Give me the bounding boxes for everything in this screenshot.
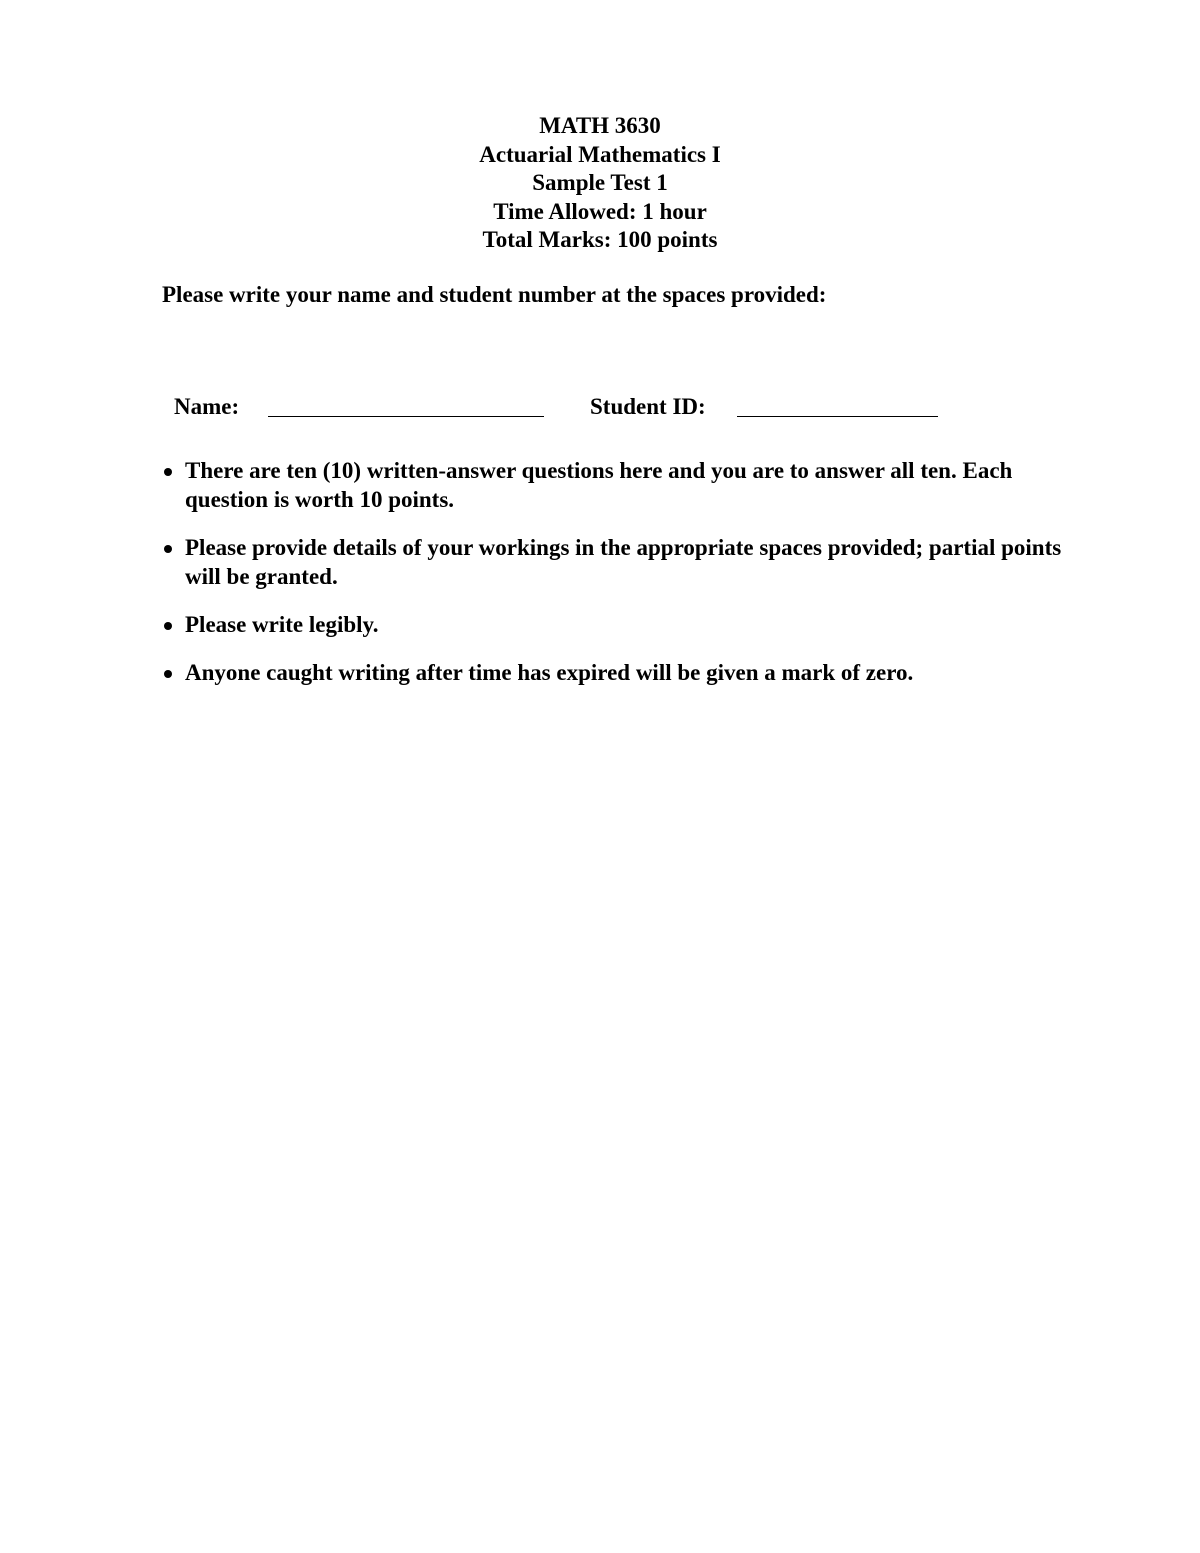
instruction-text: Please provide details of your workings in the appropriate spaces provided; partial points will be granted. bbox=[185, 535, 1062, 589]
bullet-icon bbox=[164, 622, 172, 630]
instruction-text: Anyone caught writing after time has expired will be given a mark of zero. bbox=[185, 660, 914, 685]
bullet-icon bbox=[164, 670, 172, 678]
total-marks: Total Marks: 100 points bbox=[482, 227, 718, 253]
name-blank-line[interactable] bbox=[268, 416, 544, 417]
identification-prompt: Please write your name and student number at the spaces provided: bbox=[162, 282, 827, 307]
bullet-icon bbox=[164, 545, 172, 553]
name-label: Name: bbox=[174, 394, 240, 419]
identification-fields bbox=[0, 392, 1200, 424]
bullet-icon bbox=[164, 468, 172, 476]
instructions-list bbox=[162, 456, 1082, 706]
instruction-item bbox=[162, 610, 1082, 639]
course-code: MATH 3630 bbox=[539, 113, 661, 138]
student-id-blank-line[interactable] bbox=[737, 416, 938, 417]
instruction-text: Please write legibly. bbox=[185, 612, 379, 637]
instruction-item bbox=[162, 456, 1082, 514]
instruction-item bbox=[162, 533, 1082, 591]
exam-header bbox=[0, 112, 1200, 255]
instruction-item bbox=[162, 658, 1082, 687]
test-name: Sample Test 1 bbox=[532, 170, 668, 196]
course-title: Actuarial Mathematics I bbox=[479, 141, 721, 167]
time-allowed: Time Allowed: 1 hour bbox=[493, 198, 707, 224]
student-id-label: Student ID: bbox=[590, 394, 706, 419]
instruction-text: There are ten (10) written-answer questions here and you are to answer all ten. Each question is worth 10 points. bbox=[185, 458, 1013, 512]
